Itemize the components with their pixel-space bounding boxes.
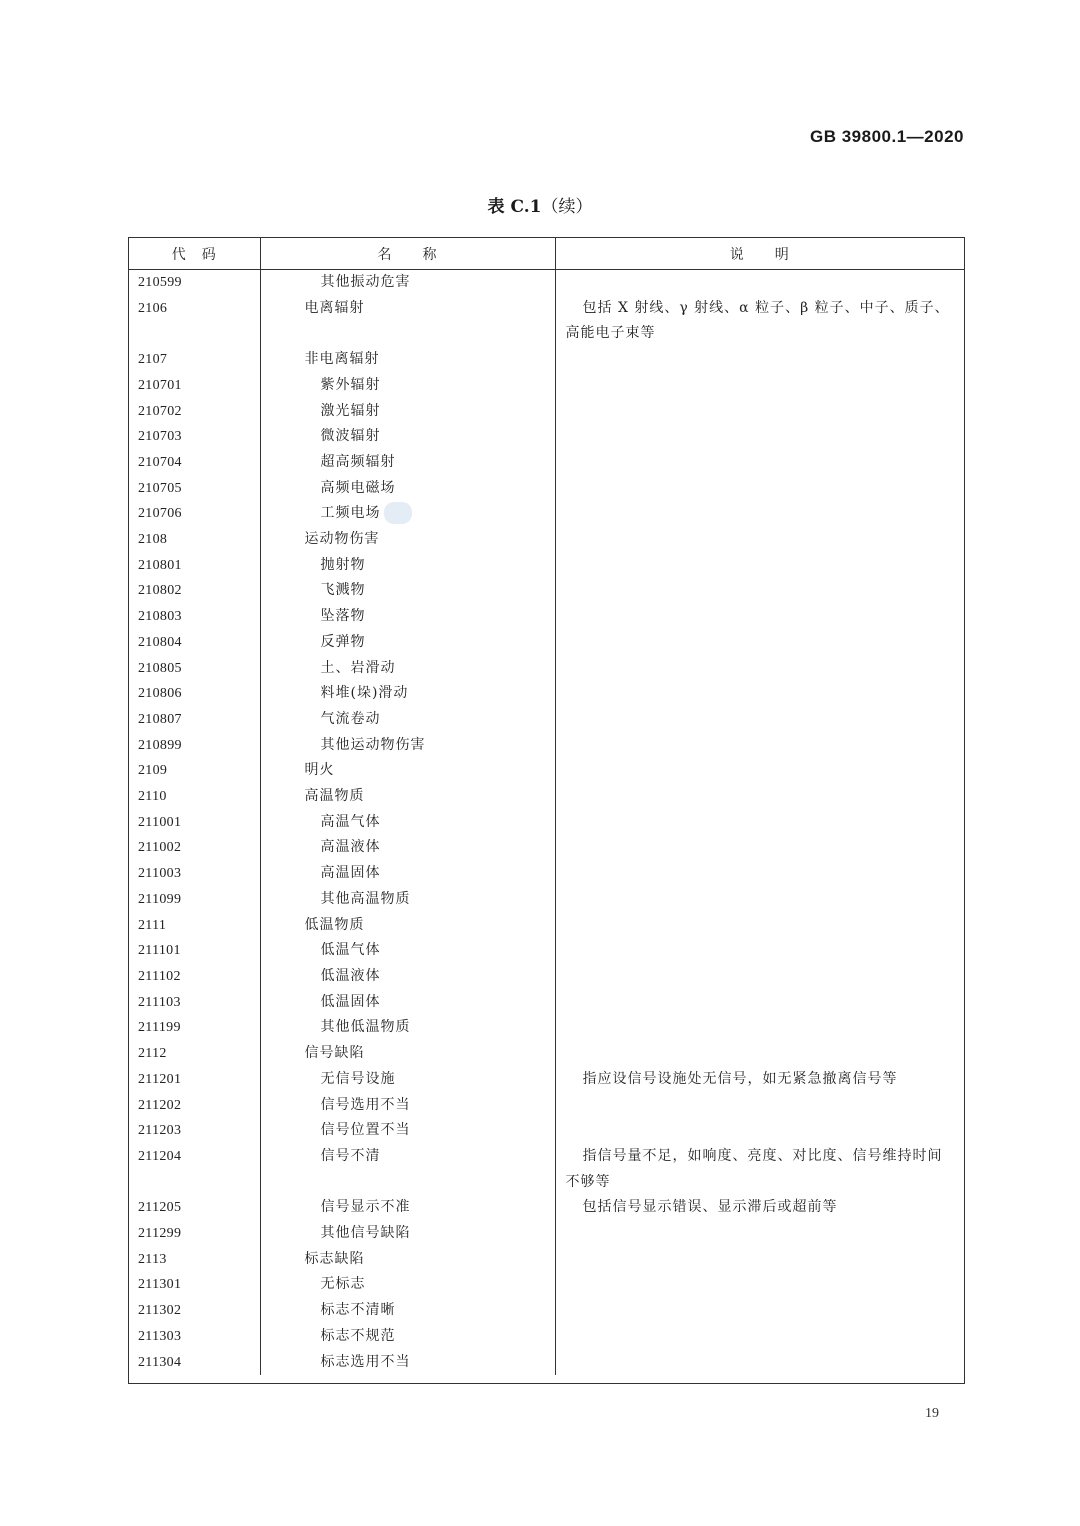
row-code: 210805 [129, 656, 260, 682]
table-row [129, 1144, 964, 1195]
row-name: 无标志 [260, 1272, 555, 1298]
table-row [129, 399, 964, 425]
row-name: 信号不清 [260, 1144, 555, 1195]
row-description: 包括 X 射线、γ 射线、α 粒子、β 粒子、中子、质子、高能电子束等 [565, 299, 950, 342]
row-description: 指应设信号设施处无信号，如无紧急撤离信号等 [582, 1070, 898, 1087]
row-name: 标志不清晰 [260, 1298, 555, 1324]
row-code: 211205 [129, 1195, 260, 1221]
row-name: 信号显示不准 [260, 1195, 555, 1221]
table-row [129, 630, 964, 656]
row-code: 2110 [129, 784, 260, 810]
row-code: 211201 [129, 1067, 260, 1093]
row-description [555, 1298, 964, 1324]
row-description [555, 964, 964, 990]
row-description [555, 501, 964, 527]
row-description [555, 424, 964, 450]
row-name: 其他运动物伤害 [260, 733, 555, 759]
row-name: 坠落物 [260, 604, 555, 630]
row-name: 工频电场 [260, 501, 555, 527]
row-code: 211101 [129, 938, 260, 964]
row-code: 211301 [129, 1272, 260, 1298]
row-description [555, 270, 964, 296]
row-name: 高频电磁场 [260, 476, 555, 502]
row-code: 211002 [129, 835, 260, 861]
row-code: 210802 [129, 578, 260, 604]
table-row [129, 1324, 964, 1350]
row-code: 211103 [129, 990, 260, 1016]
row-code: 211003 [129, 861, 260, 887]
table-caption [0, 192, 1080, 217]
table-row [129, 1247, 964, 1273]
table-row [129, 1067, 964, 1093]
table-row [129, 476, 964, 502]
table-row [129, 887, 964, 913]
row-description [555, 1041, 964, 1067]
hazard-code-table [128, 237, 965, 1384]
row-description [555, 1221, 964, 1247]
row-code: 210804 [129, 630, 260, 656]
row-code: 2111 [129, 913, 260, 939]
row-code: 2107 [129, 347, 260, 373]
row-description [555, 578, 964, 604]
row-code: 2109 [129, 758, 260, 784]
row-code: 210899 [129, 733, 260, 759]
row-name: 低温液体 [260, 964, 555, 990]
table-row [129, 347, 964, 373]
row-code: 210703 [129, 424, 260, 450]
row-description [555, 1118, 964, 1144]
row-description [555, 681, 964, 707]
row-code: 211304 [129, 1350, 260, 1376]
row-description [555, 347, 964, 373]
row-description [555, 1093, 964, 1119]
row-name: 反弹物 [260, 630, 555, 656]
table-row [129, 501, 964, 527]
table-row [129, 1041, 964, 1067]
row-name: 其他低温物质 [260, 1015, 555, 1041]
row-code: 211299 [129, 1221, 260, 1247]
row-name: 高温液体 [260, 835, 555, 861]
row-description [555, 990, 964, 1016]
table-row [129, 1298, 964, 1324]
row-description [555, 1015, 964, 1041]
row-description [555, 733, 964, 759]
page-number: 19 [925, 1406, 939, 1421]
table-row [129, 296, 964, 347]
row-code: 210704 [129, 450, 260, 476]
row-code: 211001 [129, 810, 260, 836]
row-name: 信号选用不当 [260, 1093, 555, 1119]
row-description [555, 810, 964, 836]
table-row [129, 527, 964, 553]
row-code: 211303 [129, 1324, 260, 1350]
table-row [129, 913, 964, 939]
row-name: 标志选用不当 [260, 1350, 555, 1376]
row-name: 飞溅物 [260, 578, 555, 604]
row-code: 210801 [129, 553, 260, 579]
row-description [555, 758, 964, 784]
row-name: 标志不规范 [260, 1324, 555, 1350]
table-caption-label: 表 C.1 [487, 197, 542, 217]
table-row [129, 733, 964, 759]
standard-number: GB 39800.1—2020 [810, 127, 964, 146]
row-code: 210701 [129, 373, 260, 399]
row-description [555, 553, 964, 579]
row-name: 微波辐射 [260, 424, 555, 450]
table-row [129, 1118, 964, 1144]
row-description [555, 913, 964, 939]
row-name: 非电离辐射 [260, 347, 555, 373]
table-row [129, 707, 964, 733]
row-code: 210806 [129, 681, 260, 707]
table-row [129, 604, 964, 630]
row-description [555, 938, 964, 964]
table-row [129, 681, 964, 707]
row-description [555, 861, 964, 887]
row-code: 211099 [129, 887, 260, 913]
table-row [129, 270, 964, 296]
table-row [129, 835, 964, 861]
row-code: 210807 [129, 707, 260, 733]
row-name: 高温固体 [260, 861, 555, 887]
row-name: 紫外辐射 [260, 373, 555, 399]
row-name: 无信号设施 [260, 1067, 555, 1093]
table-row [129, 578, 964, 604]
row-description [555, 835, 964, 861]
table-row [129, 1195, 964, 1221]
row-description [555, 399, 964, 425]
row-code: 210702 [129, 399, 260, 425]
row-name: 高温气体 [260, 810, 555, 836]
row-name: 低温物质 [260, 913, 555, 939]
row-description [555, 1272, 964, 1298]
row-code: 2112 [129, 1041, 260, 1067]
row-name: 其他振动危害 [260, 270, 555, 296]
table [129, 238, 964, 1375]
row-code: 210705 [129, 476, 260, 502]
row-code: 211204 [129, 1144, 260, 1195]
row-description [555, 656, 964, 682]
row-description [555, 887, 964, 913]
row-name: 电离辐射 [260, 296, 555, 347]
row-description [555, 527, 964, 553]
row-description: 包括信号显示错误、显示滞后或超前等 [582, 1199, 838, 1216]
table-row [129, 553, 964, 579]
table-row [129, 938, 964, 964]
table-body [129, 270, 964, 1376]
row-description [555, 1350, 964, 1376]
table-row [129, 1093, 964, 1119]
row-description [555, 1324, 964, 1350]
row-name: 抛射物 [260, 553, 555, 579]
row-code: 211199 [129, 1015, 260, 1041]
table-row [129, 861, 964, 887]
row-description [555, 630, 964, 656]
table-row [129, 810, 964, 836]
row-description [555, 707, 964, 733]
row-code: 210803 [129, 604, 260, 630]
row-description [555, 784, 964, 810]
row-name: 明火 [260, 758, 555, 784]
row-code: 210706 [129, 501, 260, 527]
table-row [129, 1221, 964, 1247]
row-description [555, 450, 964, 476]
table-caption-continued: （续） [541, 197, 593, 217]
table-row [129, 964, 964, 990]
row-name: 高温物质 [260, 784, 555, 810]
table-row [129, 990, 964, 1016]
row-name: 土、岩滑动 [260, 656, 555, 682]
table-row [129, 424, 964, 450]
row-code: 211302 [129, 1298, 260, 1324]
row-code: 210599 [129, 270, 260, 296]
row-name: 料堆(垛)滑动 [260, 681, 555, 707]
table-row [129, 373, 964, 399]
row-description: 指信号量不足，如响度、亮度、对比度、信号维持时间不够等 [565, 1147, 943, 1190]
table-row [129, 1272, 964, 1298]
row-name: 激光辐射 [260, 399, 555, 425]
row-name: 其他高温物质 [260, 887, 555, 913]
row-code: 211202 [129, 1093, 260, 1119]
row-description [555, 373, 964, 399]
row-name: 其他信号缺陷 [260, 1221, 555, 1247]
table-row [129, 656, 964, 682]
row-code: 211102 [129, 964, 260, 990]
row-name: 信号位置不当 [260, 1118, 555, 1144]
row-code: 211203 [129, 1118, 260, 1144]
row-code: 2108 [129, 527, 260, 553]
row-code: 2113 [129, 1247, 260, 1273]
column-header-name: 名 称 [260, 238, 555, 270]
row-name: 运动物伤害 [260, 527, 555, 553]
row-name: 低温气体 [260, 938, 555, 964]
column-header-code: 代 码 [129, 238, 260, 270]
column-header-description: 说 明 [555, 238, 964, 270]
row-description [555, 476, 964, 502]
row-name: 标志缺陷 [260, 1247, 555, 1273]
table-row [129, 1015, 964, 1041]
row-name: 信号缺陷 [260, 1041, 555, 1067]
row-description [555, 1247, 964, 1273]
table-header-row [129, 238, 964, 270]
table-row [129, 784, 964, 810]
row-name: 气流卷动 [260, 707, 555, 733]
row-name: 低温固体 [260, 990, 555, 1016]
table-row [129, 450, 964, 476]
table-row [129, 1350, 964, 1376]
table-row [129, 758, 964, 784]
row-code: 2106 [129, 296, 260, 347]
row-description [555, 604, 964, 630]
row-name: 超高频辐射 [260, 450, 555, 476]
